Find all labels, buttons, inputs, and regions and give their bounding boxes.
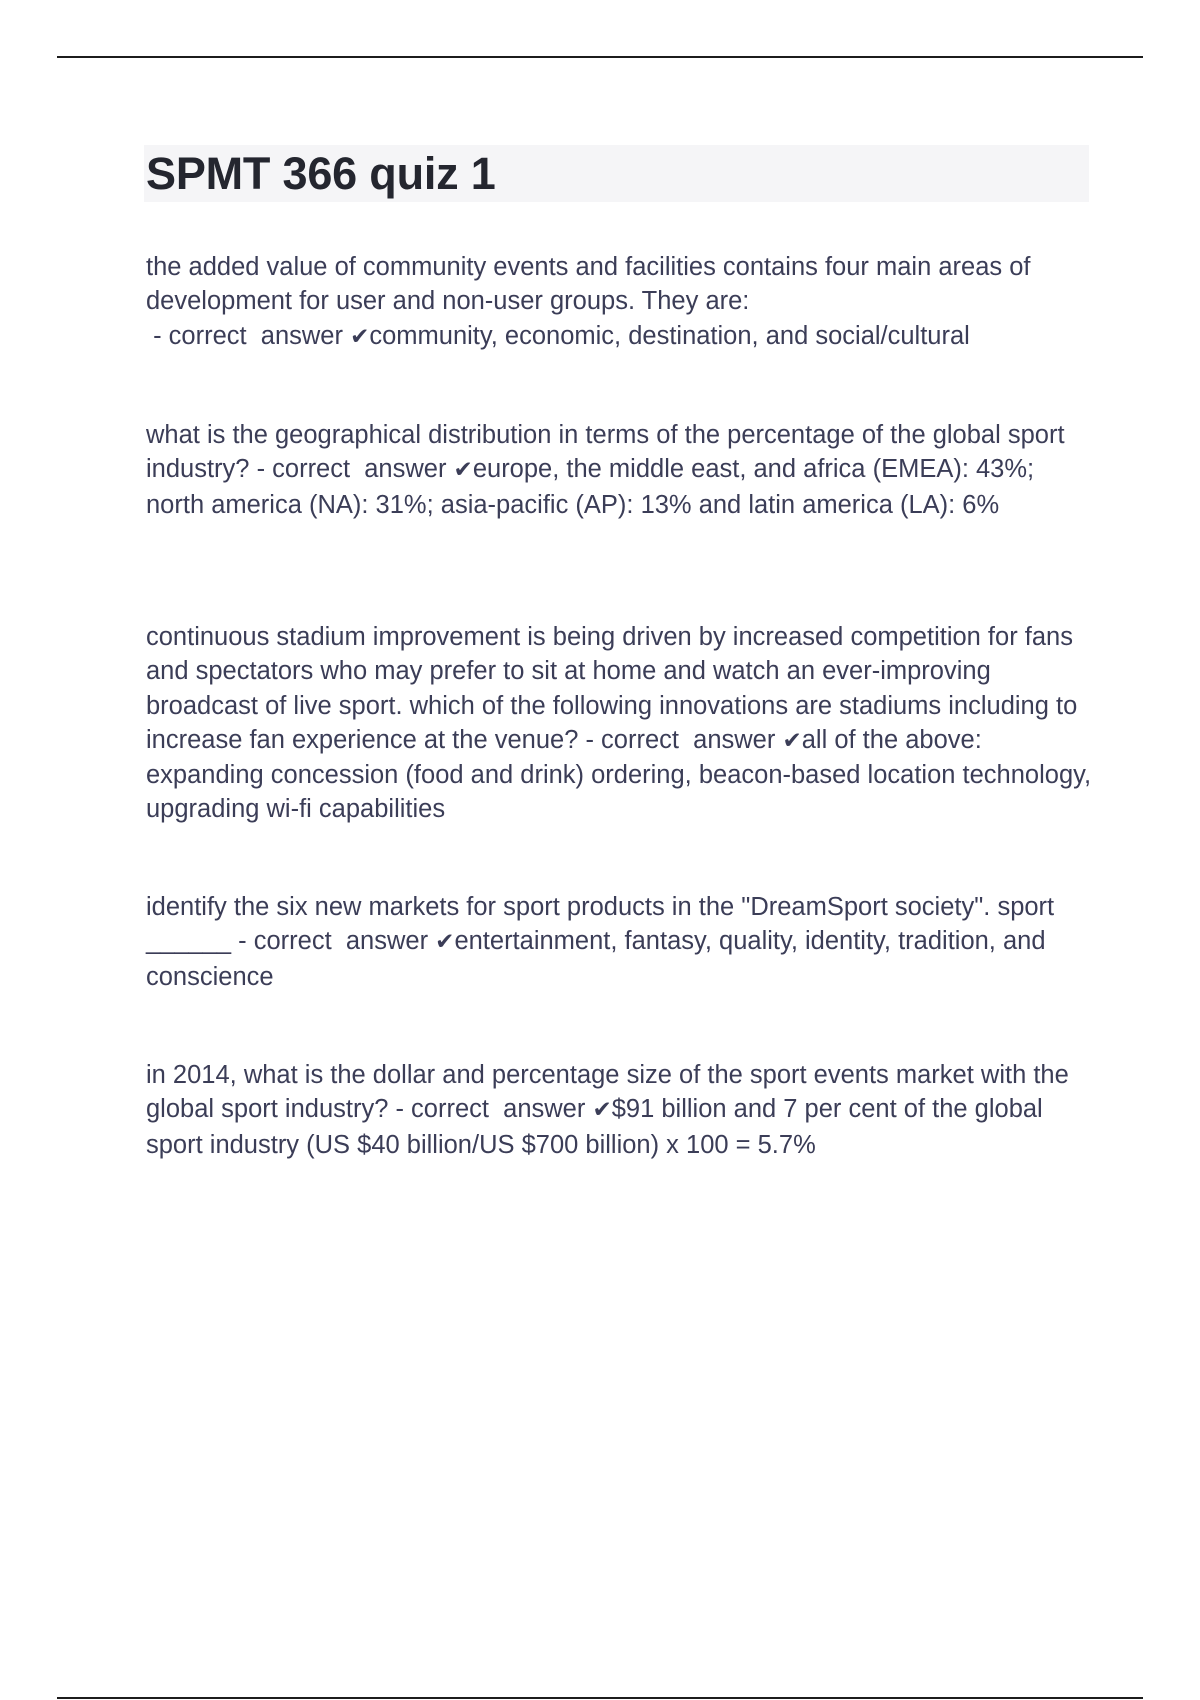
correct-answer-label: - correct answer (249, 455, 454, 484)
question-text: the added value of community events and facilities contains four main areas of development for user and non-user groups. They are: (146, 253, 1031, 316)
correct-answer-label: - correct answer (578, 725, 783, 754)
question-text: continuous stadium improvement is being driven by increased competition for fans and spectators who may prefer to sit at home and watch an ever-improving broadcast of live sport. which of the following innovations are stadiums including to increase fan experience at the venue? (146, 623, 1078, 754)
qa-item (146, 250, 1096, 354)
question-text: in 2014, what is the dollar and percentage size of the sport events market with the global sport industry? (146, 1061, 1069, 1124)
answer-text: community, economic, destination, and social/cultural (369, 321, 970, 350)
qa-item (146, 1058, 1096, 1162)
checkmark-icon: ✔ (350, 323, 370, 350)
correct-answer-label: - correct answer (231, 927, 436, 956)
question-text: what is the geographical distribution in terms of the percentage of the global sport industry? (146, 421, 1065, 484)
checkmark-icon: ✔ (453, 457, 473, 484)
checkmark-icon: ✔ (592, 1097, 612, 1124)
answer-text: $91 billion and 7 per cent of the global sport industry (US $40 billion/US $700 billion) x 100 = 5.7% (146, 1095, 1043, 1159)
document-title: SPMT 366 quiz 1 (146, 148, 496, 199)
answer-text: europe, the middle east, and africa (EMEA): 43%; north america (NA): 31%; asia-pacific (AP): 13% and latin america (LA): 6% (146, 455, 1035, 519)
qa-item (146, 890, 1096, 994)
question-text: identify the six new markets for sport products in the "DreamSport society". sport ______ (146, 893, 1055, 956)
checkmark-icon: ✔ (435, 929, 455, 956)
correct-answer-label: - correct answer (388, 1095, 593, 1124)
qa-item (146, 418, 1096, 522)
answer-text: entertainment, fantasy, quality, identity, tradition, and conscience (146, 927, 1046, 991)
bottom-rule (57, 1697, 1143, 1699)
correct-answer-label: - correct answer (146, 321, 351, 350)
qa-item (146, 620, 1096, 827)
checkmark-icon: ✔ (782, 727, 802, 754)
answer-text: all of the above: expanding concession (food and drink) ordering, beacon-based location technology, upgrading wi-fi capabilities (146, 725, 1092, 824)
top-rule (57, 56, 1143, 58)
